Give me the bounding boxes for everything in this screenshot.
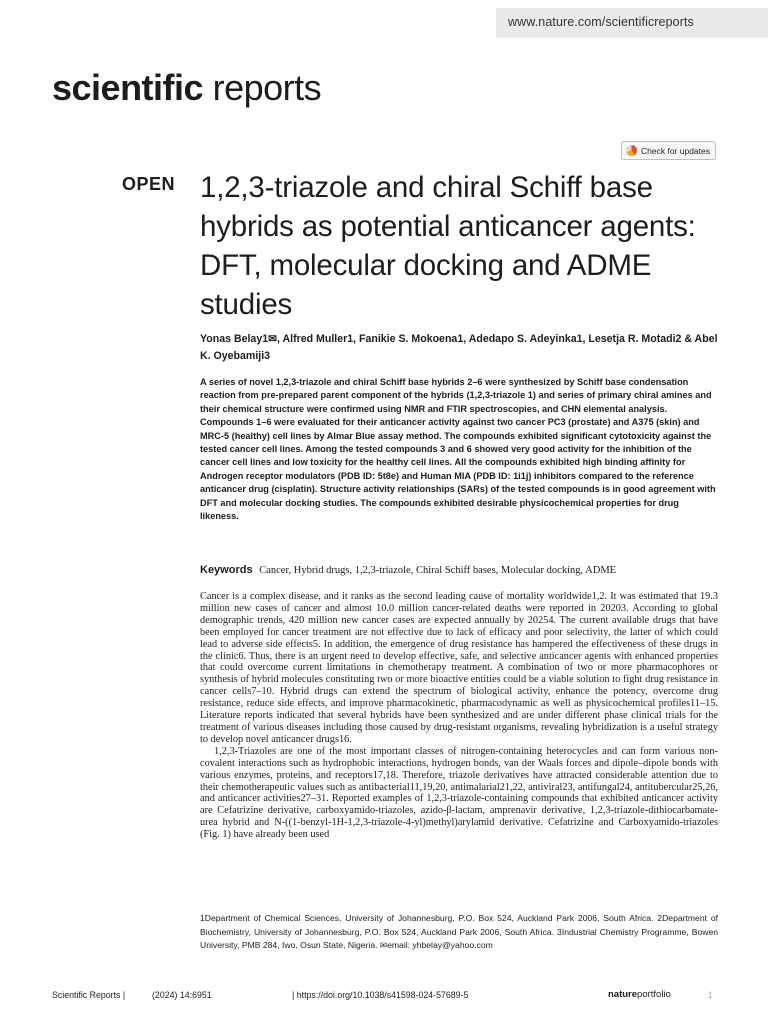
- journal-logo-bold: scientific: [52, 67, 204, 108]
- body-text: [200, 591, 718, 841]
- journal-logo-light: reports: [212, 67, 322, 108]
- keywords-label: Keywords: [200, 564, 253, 576]
- journal-url-bar: [496, 8, 768, 38]
- publisher-logo-light: portfolio: [637, 989, 671, 1000]
- author-list: Yonas Belay1✉, Alfred Muller1, Fanikie S. Mokoena1, Adedapo S. Adeyinka1, Lesetja R. Motadi2 & Abel K. Oyebamiji3: [200, 333, 718, 362]
- affiliations-footnote: 1Department of Chemical Sciences, University of Johannesburg, P.O. Box 524, Auckland Park 2006, South Africa. 2Department of Biochemistry, University of Johannesburg, P.O. Box 524, Auckland Park 2006, South Africa. 3Industrial Chemistry Programme, Bowen University, PMB 284, Iwo, Osun State, Nigeria. ✉email: yhbelay@yahoo.com: [200, 913, 718, 951]
- journal-logo: [52, 64, 321, 112]
- check-for-updates-button[interactable]: [621, 141, 716, 160]
- keywords: [200, 564, 720, 576]
- footer-volume: (2024) 14:6951: [152, 990, 212, 1000]
- keywords-list: Cancer, Hybrid drugs, 1,2,3-triazole, Chiral Schiff bases, Molecular docking, ADME: [259, 565, 617, 576]
- journal-url[interactable]: www.nature.com/scientificreports: [508, 15, 694, 29]
- abstract: A series of novel 1,2,3-triazole and chiral Schiff base hybrids 2–6 were synthesized by Schiff base condensation reaction from pre-prepared parent component of the hybrids (1,2,3-triazole 1) and series of primary chiral amines and their chemical structure were confirmed using NMR and FTIR spectroscopies, and CHN elemental analysis. Compounds 1–6 were evaluated for their anticancer activity against two cancer PC3 (prostate) and A375 (skin) and MRC-5 (healthy) cell lines by Almar Blue assay method. The compounds exhibited significant cytotoxicity against the tested cancer cell lines. Among the tested compounds 3 and 6 showed very good activity for the inhibition of the cancer cell lines and low toxicity for the healthy cell lines. All the compounds exhibited high binding affinity for Androgen receptor modulators (PDB ID: 5t8e) and Human MIA (PDB ID: 1i1j) inhibitors compared to the reference anticancer drug (cisplatin). Structure activity relationships (SARs) of the tested compounds is in good agreement with DFT and molecular docking studies. The compounds exhibited desirable physicochemical properties for drug likeness.: [200, 377, 716, 522]
- footer-journal: Scientific Reports |: [52, 990, 126, 1000]
- crossmark-icon: [626, 145, 637, 156]
- footer-doi-link[interactable]: | https://doi.org/10.1038/s41598-024-57689-5: [292, 990, 469, 1000]
- check-for-updates-label: Check for updates: [641, 145, 710, 156]
- publisher-logo-bold: nature: [608, 989, 638, 1000]
- open-access-label: OPEN: [122, 174, 176, 194]
- body-paragraph-1: Cancer is a complex disease, and it ranks as the second leading cause of mortality worldwide1,2. It was estimated that 19.3 million new cases of cancer and almost 10.0 million cancer-related deaths were reported in 20203. According to global demographic trends, 420 million new cancer cases are expected annually by 20254. The current available drugs that have been employed for cancer treatment are not effective due to lack of efficacy and poor selectivity, the latter of which could lead to adverse side effects5. In addition, the emergence of drug resistance has hampered the effectiveness of these drugs in the clinic6. Thus, there is an urgent need to develop effective, safe, and selective anticancer agents with enhanced properties that could overcome current limitations in chemotherapy treatment. A combination of two or more pharmacophores or synthesis of hybrid molecules constituting two or more bioactive entities could be a viable solution to fight drug resistance in cancer cells7–10. Hybrid drugs can extend the spectrum of biological activity, enhance the potency, overcome drug resistance, reduce side effects, and improve pharmacokinetic, pharmacodynamic as well as physicochemical profiles11–15. Literature reports indicated that several hybrids have been synthesized and are under different phase clinical trials for the treatment of various diseases including those caused by drug-resistant organisms, revealing hybridization is a useful strategy to develop novel anticancer drugs16.: [200, 591, 718, 745]
- page-number: 1: [708, 990, 713, 1000]
- body-paragraph-2: 1,2,3-Triazoles are one of the most important classes of nitrogen-containing heterocycles and can form various non-covalent interactions such as hydrophobic interactions, hydrogen bonds, van der Waals forces and dipole–dipole bonds with various enzymes, proteins, and receptors17,18. Therefore, triazole derivatives have attracted considerable attention due to their chemotherapeutic values such as antibacterial11,19,20, antimalarial21,22, antiviral23, antifungal24, antitubercular25,26, and anticancer activities27–31. Reported examples of 1,2,3-triazole-containing compounds that exhibited anticancer activity are Cefatrizine derivative, carboxyamido-triazoles, azido-β-lactam, amprenavir derivative, 1,2,3-triazole-dithiocarbamate-urea hybrid and N-((1-benzyl-1H-1,2,3-triazole-4-yl)methyl)arylamid derivative. Cefatrizine and Carboxyamido-triazoles (Fig. 1) have already been used: [200, 745, 718, 841]
- publisher-logo: [608, 989, 671, 1000]
- article-title: 1,2,3-triazole and chiral Schiff base hybrids as potential anticancer agents: DFT, molecular docking and ADME studies: [200, 171, 696, 321]
